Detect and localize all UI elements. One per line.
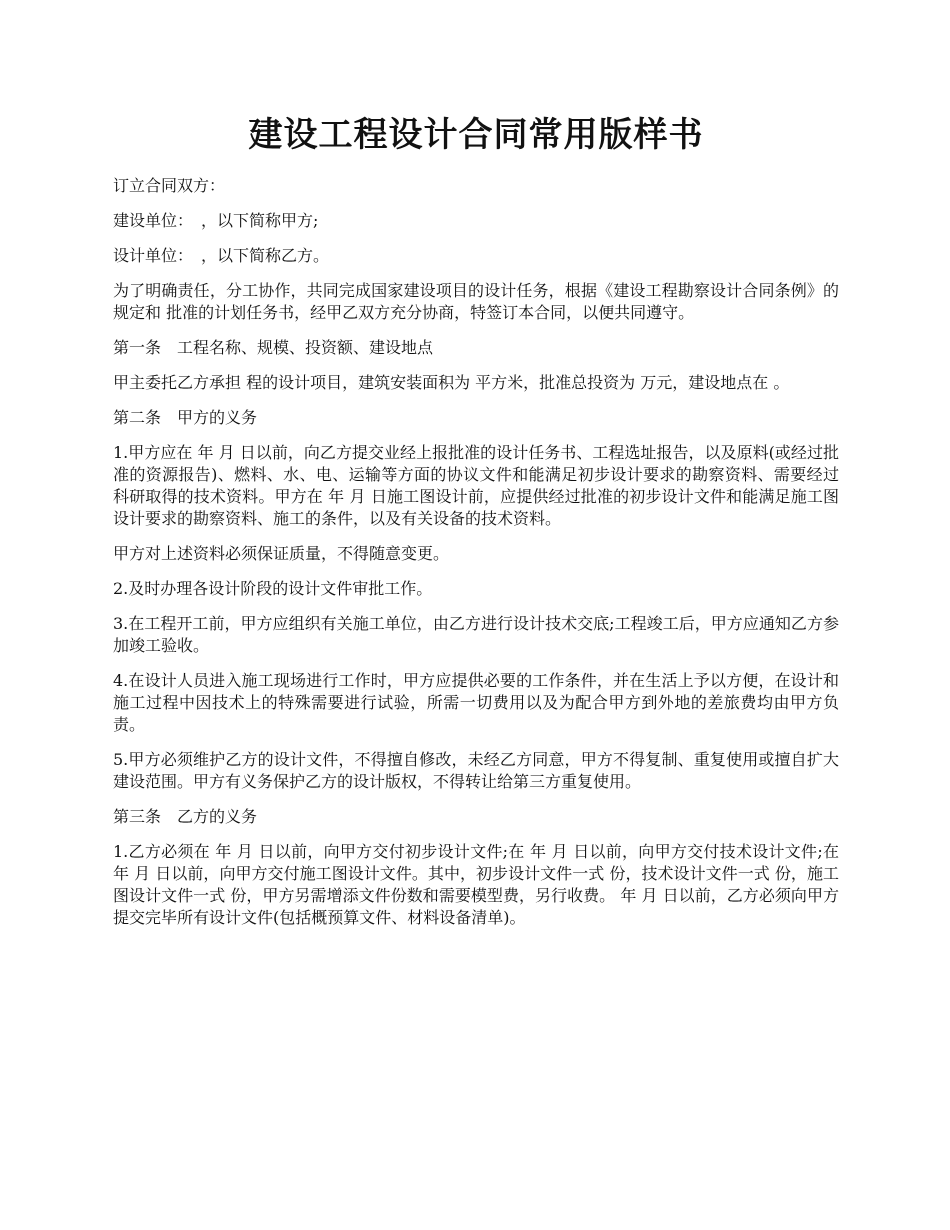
paragraph-clause-3-1: 1.乙方必须在 年 月 日以前，向甲方交付初步设计文件;在 年 月 日以前，向甲方交付技术设计文件;在 年 月 日以前，向甲方交付施工图设计文件。其中，初步设计文件一式 份，技术设计文件一式 份，施工图设计文件一式 份，甲方另需增添文件份数和需要模型费，另行收费。 年 月 日以前，乙方必须向甲方提交完毕所有设计文件(包括概预算文件、材料设备清单)。 [113,842,839,927]
paragraph-clause-2-4: 4.在设计人员进入施工现场进行工作时，甲方应提供必要的工作条件，并在生活上予以方便，在设计和施工过程中因技术上的特殊需要进行试验，所需一切费用以及为配合甲方到外地的差旅费均由甲方负责。 [113,671,839,734]
article-heading-1: 第一条 工程名称、规模、投资额、建设地点 [113,338,434,357]
paragraph-quality-note: 甲方对上述资料必须保证质量，不得随意变更。 [113,544,450,563]
document-page [113,0,839,1230]
document-title: 建设工程设计合同常用版样书 [248,115,704,155]
paragraph-parties: 订立合同双方： [113,176,226,195]
paragraph-preamble: 为了明确责任，分工协作，共同完成国家建设项目的设计任务，根据《建设工程勘察设计合同条例》的规定和 批准的计划任务书，经甲乙双方充分协商，特签订本合同，以便共同遵守。 [113,281,839,322]
paragraph-article-1: 甲主委托乙方承担 程的设计项目，建筑安装面积为 平方米，批准总投资为 万元，建设地点在 。 [113,373,790,392]
article-heading-3: 第三条 乙方的义务 [113,807,258,826]
paragraph-clause-2-5: 5.甲方必须维护乙方的设计文件，不得擅自修改，未经乙方同意，甲方不得复制、重复使用或擅自扩大建设范围。甲方有义务保护乙方的设计版权，不得转让给第三方重复使用。 [113,750,839,791]
document-body [113,175,839,929]
article-heading-2: 第二条 甲方的义务 [113,408,258,427]
paragraph-party-b: 设计单位： ，以下简称乙方。 [113,246,330,265]
paragraph-clause-2-2: 2.及时办理各设计阶段的设计文件审批工作。 [113,579,433,598]
paragraph-clause-2-1: 1.甲方应在 年 月 日以前，向乙方提交业经上报批准的设计任务书、工程选址报告，以及原料(或经过批准的资源报告)、燃料、水、电、运输等方面的协议文件和能满足初步设计要求的勘察资料、需要经过科研取得的技术资料。甲方在 年 月 日施工图设计前，应提供经过批准的初步设计文件和能满足施工图设计要求的勘察资料、施工的条件，以及有关设备的技术资料。 [113,443,839,528]
paragraph-party-a: 建设单位： ，以下简称甲方; [113,211,319,230]
paragraph-clause-2-3: 3.在工程开工前，甲方应组织有关施工单位，由乙方进行设计技术交底;工程竣工后，甲方应通知乙方参加竣工验收。 [113,614,839,655]
